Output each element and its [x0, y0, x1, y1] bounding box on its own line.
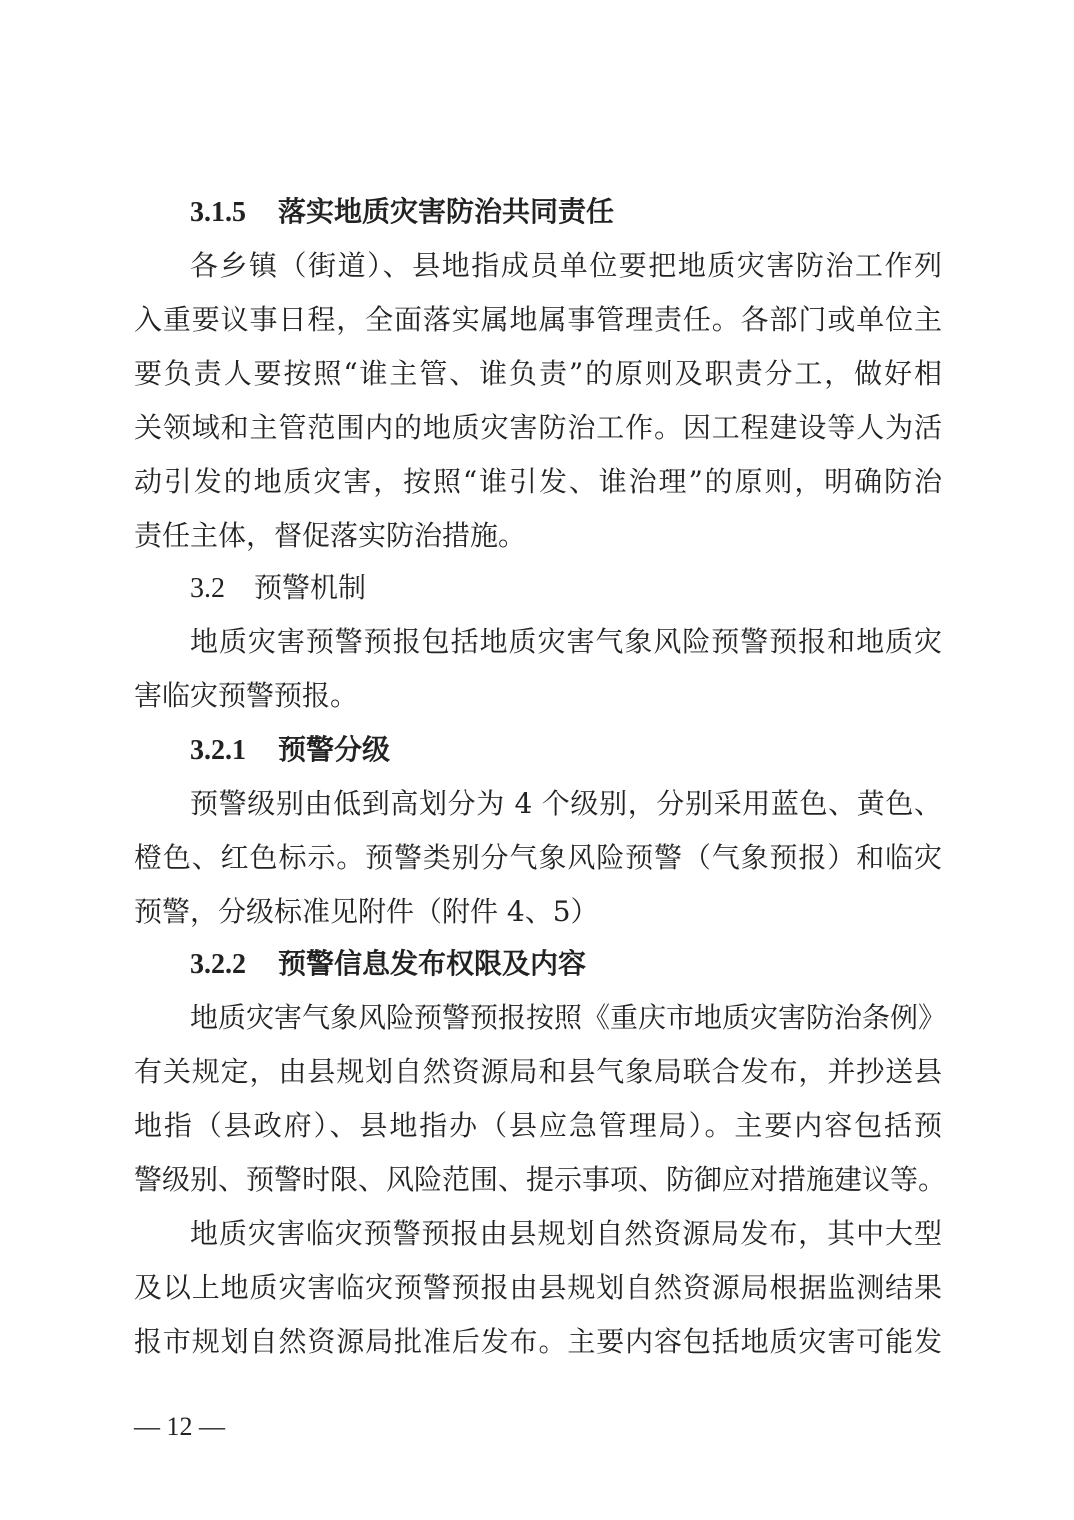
paragraph-line: 橙色、红色标示。预警类别分气象风险预警（气象预报）和临灾: [134, 841, 942, 874]
section-title: 预警机制: [254, 571, 367, 604]
paragraph-line: 预警级别由低到高划分为 4 个级别，分别采用蓝色、黄色、: [190, 787, 942, 820]
paragraph-line: 害临灾预警预报。: [134, 679, 359, 712]
paragraph-line: 有关规定，由县规划自然资源局和县气象局联合发布，并抄送县: [134, 1055, 942, 1088]
section-heading-3-1-5: [190, 192, 614, 232]
paragraph-line: 要负责人要按照“谁主管、谁负责”的原则及职责分工，做好相: [134, 357, 942, 390]
paragraph-line: 责任主体，督促落实防治措施。: [134, 519, 527, 552]
page-number: — 12 —: [134, 1412, 225, 1441]
paragraph-line: 动引发的地质灾害，按照“谁引发、谁治理”的原则，明确防治: [134, 465, 942, 498]
paragraph-line: 报市规划自然资源局批准后发布。主要内容包括地质灾害可能发: [134, 1325, 942, 1358]
section-number: 3.2.1: [190, 735, 246, 766]
paragraph-line: 关领域和主管范围内的地质灾害防治工作。因工程建设等人为活: [134, 411, 942, 444]
section-number: 3.1.5: [190, 197, 246, 228]
section-heading-3-2-1: [190, 730, 390, 770]
paragraph-line: 地质灾害气象风险预警预报按照《重庆市地质灾害防治条例》: [190, 1001, 947, 1034]
paragraph-line: 地质灾害预警预报包括地质灾害气象风险预警预报和地质灾: [190, 625, 942, 658]
paragraph-line: 地质灾害临灾预警预报由县规划自然资源局发布，其中大型: [190, 1217, 942, 1250]
section-number: 3.2: [190, 573, 225, 604]
section-number: 3.2.2: [190, 949, 246, 980]
section-heading-3-2: [190, 568, 366, 608]
paragraph-line: 入重要议事日程，全面落实属地属事管理责任。各部门或单位主: [134, 303, 942, 336]
section-title: 预警信息发布权限及内容: [278, 947, 587, 980]
section-title: 落实地质灾害防治共同责任: [278, 195, 615, 228]
section-title: 预警分级: [278, 733, 391, 766]
section-heading-3-2-2: [190, 944, 586, 984]
paragraph-line: 警级别、预警时限、风险范围、提示事项、防御应对措施建议等。: [134, 1163, 947, 1196]
paragraph-line: 及以上地质灾害临灾预警预报由县规划自然资源局根据监测结果: [134, 1271, 942, 1304]
paragraph-line: 预警，分级标准见附件（附件 4、5）: [134, 895, 599, 928]
paragraph-line: 地指（县政府）、县地指办（县应急管理局）。主要内容包括预: [134, 1109, 942, 1142]
paragraph-line: 各乡镇（街道）、县地指成员单位要把地质灾害防治工作列: [190, 249, 942, 282]
